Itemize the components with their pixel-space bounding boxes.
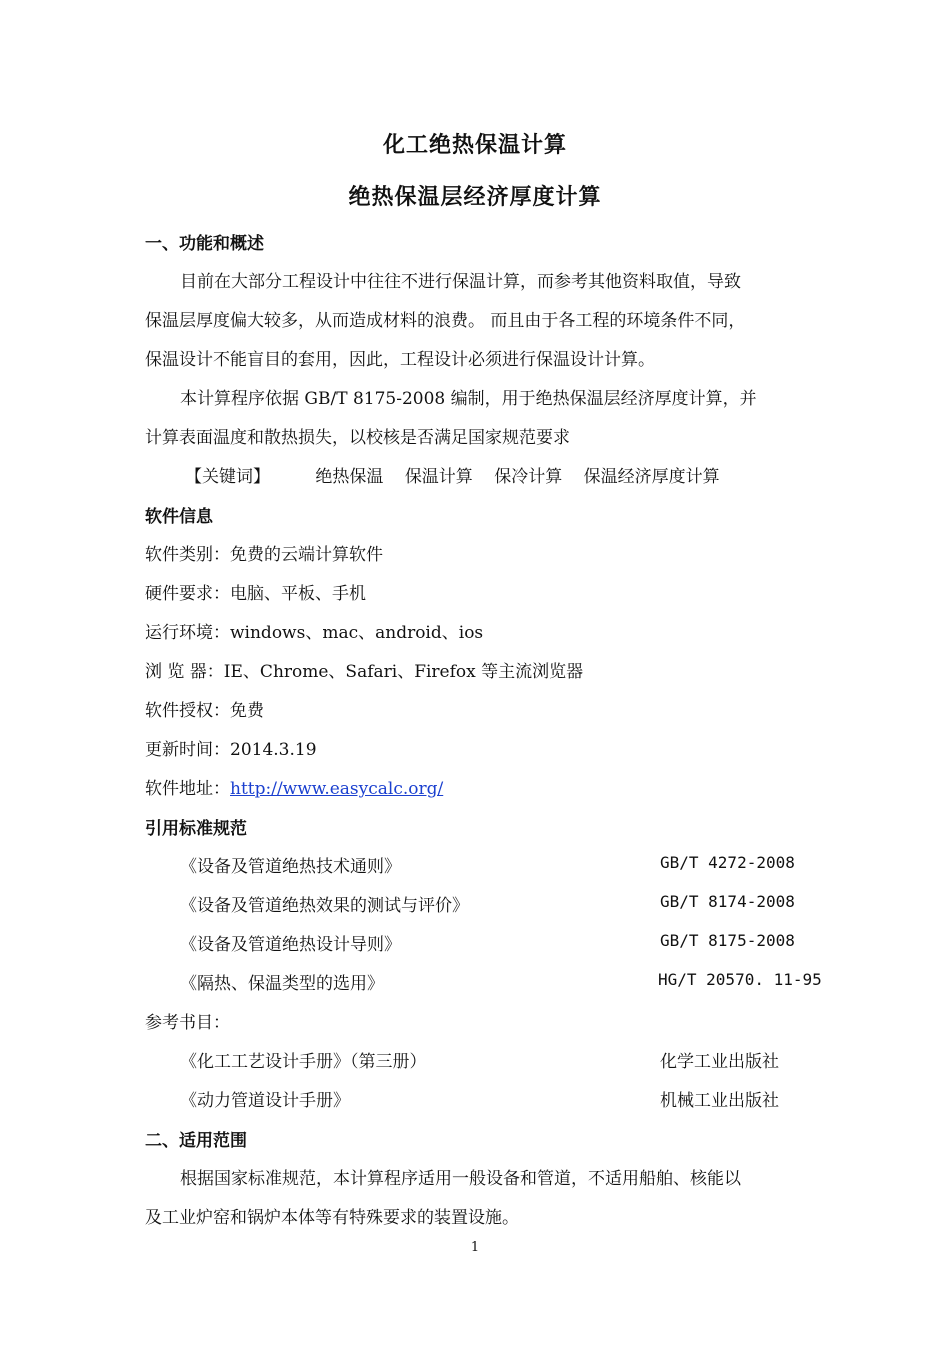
software-url-line — [145, 774, 443, 799]
keyword: 保温经济厚度计算 — [583, 467, 720, 487]
standard-code: GB/T 8175-2008 — [660, 931, 795, 950]
page-number: 1 — [470, 1240, 480, 1255]
software-url-link[interactable]: http://www.easycalc.org/ — [230, 779, 444, 799]
software-heading: 软件信息 — [145, 507, 213, 527]
references-heading: 参考书目： — [145, 1013, 230, 1033]
software-browser: 浏 览 器：IE、Chrome、Safari、Firefox 等主流浏览器 — [145, 662, 584, 682]
standards-heading: 引用标准规范 — [145, 819, 247, 839]
paragraph-line: 本计算程序依据 GB/T 8175-2008 编制，用于绝热保温层经济厚度计算，并 — [180, 389, 757, 409]
software-category: 软件类别：免费的云端计算软件 — [145, 545, 383, 565]
paragraph-line: 及工业炉窑和锅炉本体等有特殊要求的装置设施。 — [145, 1208, 519, 1228]
paragraph-line: 目前在大部分工程设计中往往不进行保温计算，而参考其他资料取值，导致 — [180, 272, 741, 292]
paragraph-line: 计算表面温度和散热损失，以校核是否满足国家规范要求 — [145, 428, 570, 448]
paragraph-line: 保温设计不能盲目的套用，因此，工程设计必须进行保温设计计算。 — [145, 350, 655, 370]
software-license: 软件授权：免费 — [145, 701, 264, 721]
paragraph-line: 保温层厚度偏大较多，从而造成材料的浪费。 而且由于各工程的环境条件不同， — [145, 311, 746, 331]
section1-heading: 一、功能和概述 — [145, 234, 264, 254]
section2-heading: 二、适用范围 — [145, 1131, 247, 1151]
keyword: 保冷计算 — [494, 467, 563, 487]
software-env: 运行环境：windows、mac、android、ios — [145, 623, 484, 643]
paragraph-line: 根据国家标准规范，本计算程序适用一般设备和管道，不适用船舶、核能以 — [180, 1169, 741, 1189]
main-title: 化工绝热保温计算 — [382, 133, 567, 158]
standard-name: 《设备及管道绝热效果的测试与评价》 — [180, 896, 469, 916]
keyword: 保温计算 — [404, 467, 473, 487]
keywords-label: 【关键词】 — [185, 467, 270, 487]
reference-publisher: 机械工业出版社 — [660, 1091, 779, 1111]
standard-code: HG/T 20570. 11-95 — [658, 970, 822, 989]
standard-name: 《设备及管道绝热技术通则》 — [180, 857, 401, 877]
standard-code: GB/T 8174-2008 — [660, 892, 795, 911]
software-hardware: 硬件要求：电脑、平板、手机 — [145, 584, 366, 604]
standard-code: GB/T 4272-2008 — [660, 853, 795, 872]
sub-title: 绝热保温层经济厚度计算 — [348, 185, 602, 210]
standard-name: 《设备及管道绝热设计导则》 — [180, 935, 401, 955]
reference-publisher: 化学工业出版社 — [660, 1052, 779, 1072]
url-label: 软件地址： — [145, 779, 230, 799]
reference-name: 《动力管道设计手册》 — [180, 1091, 350, 1111]
software-updated: 更新时间：2014.3.19 — [145, 740, 317, 760]
keywords-line — [185, 462, 720, 487]
reference-name: 《化工工艺设计手册》（第三册） — [180, 1052, 427, 1072]
standard-name: 《隔热、保温类型的选用》 — [180, 974, 384, 994]
keyword: 绝热保温 — [315, 467, 384, 487]
